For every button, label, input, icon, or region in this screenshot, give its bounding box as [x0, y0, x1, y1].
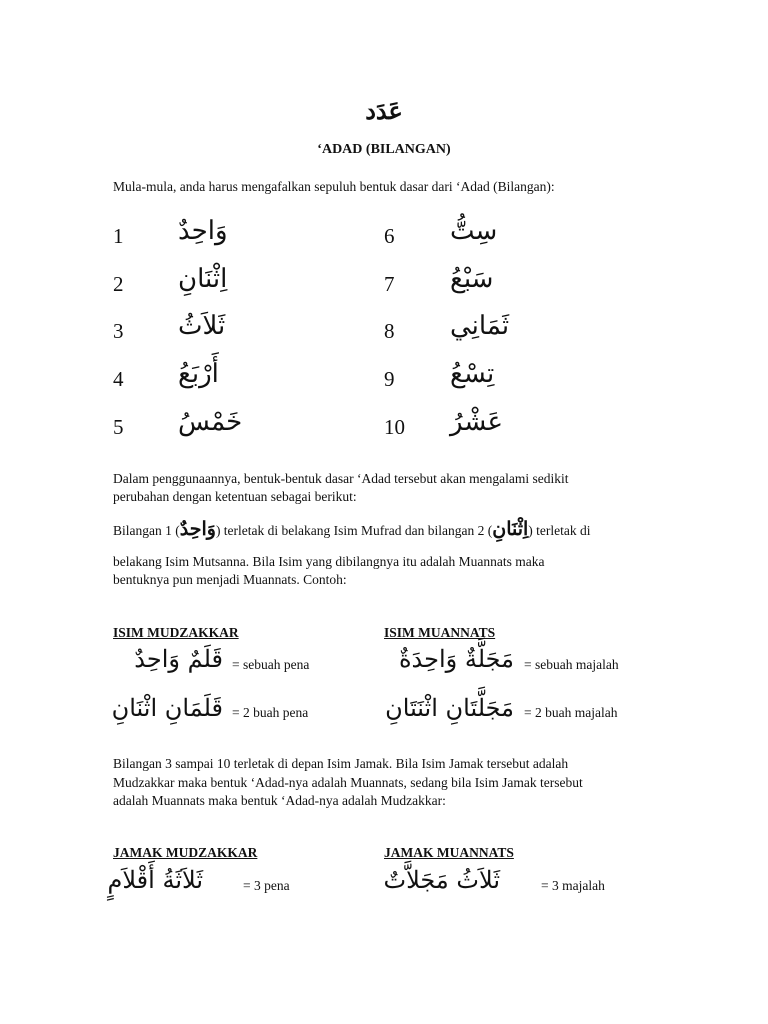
isim-m1-arabic: قَلَمٌ وَاحِدٌ	[134, 645, 223, 673]
isim-f2-meaning: = 2 buah majalah	[524, 705, 618, 720]
jamak-m-meaning: = 3 pena	[243, 878, 290, 893]
isim-m1-meaning: = sebuah pena	[232, 657, 310, 672]
arabic-5: خَمْسُ	[178, 407, 243, 437]
para2-line3: bentuknya pun menjadi Muannats. Contoh:	[113, 572, 347, 587]
arabic-8: ثَمَانِي	[450, 311, 510, 341]
para1-line1: Dalam penggunaannya, bentuk-bentuk dasar ‘Adad tersebut akan mengalami sedikit	[113, 471, 569, 486]
para3-line2: Mudzakkar maka bentuk ‘Adad-nya adalah Muannats, sedang bila Isim Jamak tersebut	[113, 775, 583, 790]
number-1: 1	[113, 224, 124, 248]
jamak-mudzakkar-heading: JAMAK MUDZAKKAR	[113, 845, 258, 860]
para3-line1: Bilangan 3 sampai 10 terletak di depan Isim Jamak. Bila Isim Jamak tersebut adalah	[113, 756, 569, 771]
isim-mudzakkar-heading: ISIM MUDZAKKAR	[113, 625, 239, 640]
arabic-2: اِثْنَانِ	[178, 264, 228, 294]
title-arabic: عَدَد	[365, 96, 403, 125]
isim-m2-meaning: = 2 buah pena	[232, 705, 309, 720]
number-10: 10	[384, 415, 405, 439]
arabic-9: تِسْعُ	[450, 359, 495, 389]
title-latin: ‘ADAD (BILANGAN)	[317, 142, 451, 157]
arabic-6: سِتُّ	[450, 216, 498, 246]
isim-f2-arabic: مَجَلَّتَانِ اثْنَتَانِ	[385, 694, 514, 722]
para2-text-c: ) terletak di	[528, 523, 591, 538]
number-4: 4	[113, 367, 124, 391]
jamak-f-arabic: ثَلاَثُ مَجَلاَّتٌ	[383, 866, 500, 894]
para2-arabic-1: وَاحِدٌ	[179, 518, 216, 540]
number-5: 5	[113, 415, 124, 439]
arabic-7: سَبْعُ	[450, 264, 494, 294]
para3-line3: adalah Muannats maka bentuk ‘Adad-nya adalah Mudzakkar:	[113, 793, 446, 808]
isim-muannats-heading: ISIM MUANNATS	[384, 625, 496, 640]
arabic-10: عَشْرُ	[450, 407, 504, 437]
arabic-1: وَاحِدٌ	[178, 216, 228, 246]
arabic-4: أَرْبَعُ	[178, 359, 219, 389]
arabic-3: ثَلاَثُ	[178, 311, 226, 341]
intro-text: Mula-mula, anda harus mengafalkan sepuluh bentuk dasar dari ‘Adad (Bilangan):	[113, 179, 555, 194]
number-9: 9	[384, 367, 395, 391]
para2-text-b: ) terletak di belakang Isim Mufrad dan bilangan 2 (	[215, 523, 493, 538]
para2-text-a: Bilangan 1 (	[113, 523, 180, 538]
para2-line1	[113, 514, 591, 546]
jamak-m-arabic: ثَلاَثَةُ أَقْلاَمٍ	[107, 866, 203, 894]
number-3: 3	[113, 319, 124, 343]
isim-m2-arabic: قَلَمَانِ اثْنَانِ	[111, 694, 223, 722]
isim-f1-meaning: = sebuah majalah	[524, 657, 619, 672]
isim-f1-arabic: مَجَلَّةٌ وَاحِدَةٌ	[398, 645, 514, 673]
number-2: 2	[113, 272, 124, 296]
para2-arabic-2: اِثْنَانِ	[492, 518, 529, 540]
para2-line2: belakang Isim Mutsanna. Bila Isim yang dibilangnya itu adalah Muannats maka	[113, 554, 545, 569]
number-6: 6	[384, 224, 395, 248]
jamak-f-meaning: = 3 majalah	[541, 878, 605, 893]
number-7: 7	[384, 272, 395, 296]
para1-line2: perubahan dengan ketentuan sebagai berikut:	[113, 489, 357, 504]
number-8: 8	[384, 319, 395, 343]
jamak-muannats-heading: JAMAK MUANNATS	[384, 845, 514, 860]
